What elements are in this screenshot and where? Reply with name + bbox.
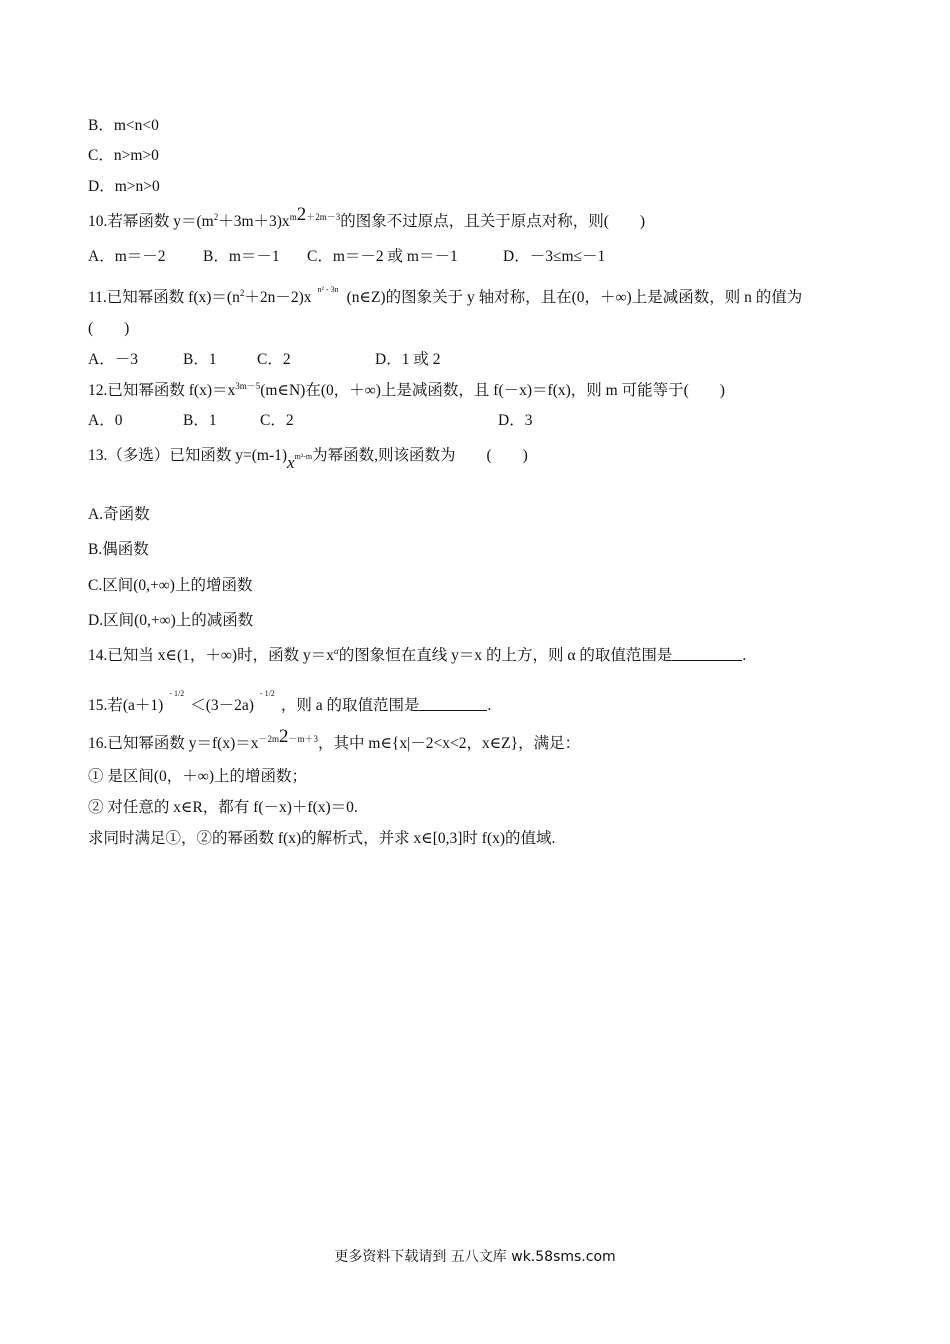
q13-x: x: [287, 453, 295, 472]
q11-exp: n² - 3n: [317, 285, 339, 294]
q10-option-c: C．m＝－2 或 m＝－1: [307, 248, 458, 265]
q11-stem: 11.已知幂函数 $f(x)=(n^2+2n-2)x$ $^{n^2 - 3n}$ (n∈Z)的图象关于 y 轴对称，且在(0，＋∞)上是减函数，则 n 的值为: [88, 285, 803, 306]
q15-end: .: [487, 697, 492, 714]
q10-exp-two: 2: [296, 204, 307, 225]
q15-suffix: ，则 a 的取值范围是: [280, 697, 420, 714]
q11-paren: ( ): [88, 320, 130, 337]
q12-option-c: C．2: [260, 412, 294, 429]
q16-question: 求同时满足①，②的幂函数 f(x)的解析式，并求 x∈[0,3]时 f(x)的值域.: [88, 830, 556, 847]
q10-prefix: 10.若幂函数 y＝(m: [88, 213, 214, 230]
q12-option-d: D．3: [498, 412, 533, 429]
q14-mid: 的图象恒在直线 y＝x 的上方，则 α 的取值范围是: [338, 647, 673, 664]
q10-suffix: 的图象不过原点，且关于原点对称，则( ): [340, 213, 646, 230]
q10-exp-rest: ＋2m－3: [306, 211, 341, 222]
q10-option-d: D．－3≤m≤－1: [503, 248, 606, 265]
q11-option-c: C．2: [257, 351, 291, 368]
q16-condition-2: ② 对任意的 x∈R，都有 f(－x)＋f(x)＝0.: [88, 799, 358, 816]
q11-option-d: D．1 或 2: [375, 351, 441, 368]
q10-option-b: B．m＝－1: [203, 248, 280, 265]
q15-answer-blank[interactable]: [419, 696, 487, 711]
q13-suffix: 为幂函数,则该函数为 ( ): [312, 447, 528, 464]
q12-stem: [88, 381, 725, 401]
q9-option-c: C．n>m>0: [88, 147, 159, 164]
q9-option-d: D．m>n>0: [88, 178, 160, 195]
q10-exp-base: m: [289, 211, 297, 222]
q13-stem: [88, 445, 528, 472]
q12-options: [88, 411, 532, 431]
q12-option-a: A．0: [88, 412, 123, 429]
q16-stem: [88, 726, 581, 754]
q11-suffix: (n∈Z)的图象关于 y 轴对称，且在(0，＋∞)上是减函数，则 n 的值为: [346, 289, 803, 306]
q10-options: [88, 247, 605, 267]
q14-stem: [88, 646, 746, 666]
q15-stem: [88, 689, 492, 716]
q16-suffix: ，其中 m∈{x|－2<x<2，x∈Z}，满足：: [318, 735, 581, 752]
q11-mid: ＋2n－2)x: [244, 289, 312, 306]
q16-exp-two: 2: [279, 726, 289, 747]
q14-text: 14.已知当 x∈(1，＋∞)时，函数 y＝x: [88, 647, 334, 664]
q15-exp-2: - 1/2: [259, 689, 275, 698]
footer-link[interactable]: 更多资料下载请到 五八文库 wk.58sms.com: [334, 1249, 616, 1265]
q13-option-a: A.奇函数: [88, 506, 150, 523]
q11-option-b: B．1: [183, 351, 217, 368]
q14-exp: α: [333, 645, 339, 656]
q10-mid: ＋3m＋3)x: [218, 213, 290, 230]
q13-exp: m²-m: [294, 452, 313, 461]
q15-exp-1: - 1/2: [169, 689, 185, 698]
q11-options: [88, 350, 440, 370]
q16-exp-b: －m＋3: [288, 733, 319, 744]
q12-option-b: B．1: [183, 412, 217, 429]
q13-option-c: C.区间(0,+∞)上的增函数: [88, 577, 253, 594]
q16-condition-1: ① 是区间(0，＋∞)上的增函数；: [88, 768, 307, 785]
q12-prefix: 12.已知幂函数 f(x)＝x: [88, 382, 236, 399]
q12-exp: 3m－5: [235, 380, 261, 391]
q13-option-d: D.区间(0,+∞)上的减函数: [88, 612, 254, 629]
q10-stem: 10.若幂函数 $y=(m^2+3m+3)x^m2^{+2m-3}$的图象不过原点，且关于原点对称，则( ): [88, 204, 646, 230]
q15-prefix: 15.若(a＋1): [88, 697, 164, 714]
q13-prefix: 13.（多选）已知函数 y=(m-1): [88, 447, 288, 464]
q15-mid: ＜(3－2a): [190, 697, 254, 714]
q16-exp-a: －2m: [258, 733, 280, 744]
q16-prefix: 16.已知幂函数 y＝f(x)＝x: [88, 735, 259, 752]
q9-option-b: B．m<n<0: [88, 117, 159, 134]
q13-option-b: B.偶函数: [88, 541, 149, 558]
q14-end: .: [742, 647, 747, 664]
q14-answer-blank[interactable]: [672, 646, 742, 661]
q12-suffix: (m∈N)在(0，＋∞)上是减函数，且 f(－x)＝f(x)，则 m 可能等于( ): [260, 382, 725, 399]
q11-prefix: 11.已知幂函数 f(x)＝(n: [88, 289, 240, 306]
q11-option-a: A．－3: [88, 351, 138, 368]
q10-option-a: A．m＝－2: [88, 248, 166, 265]
